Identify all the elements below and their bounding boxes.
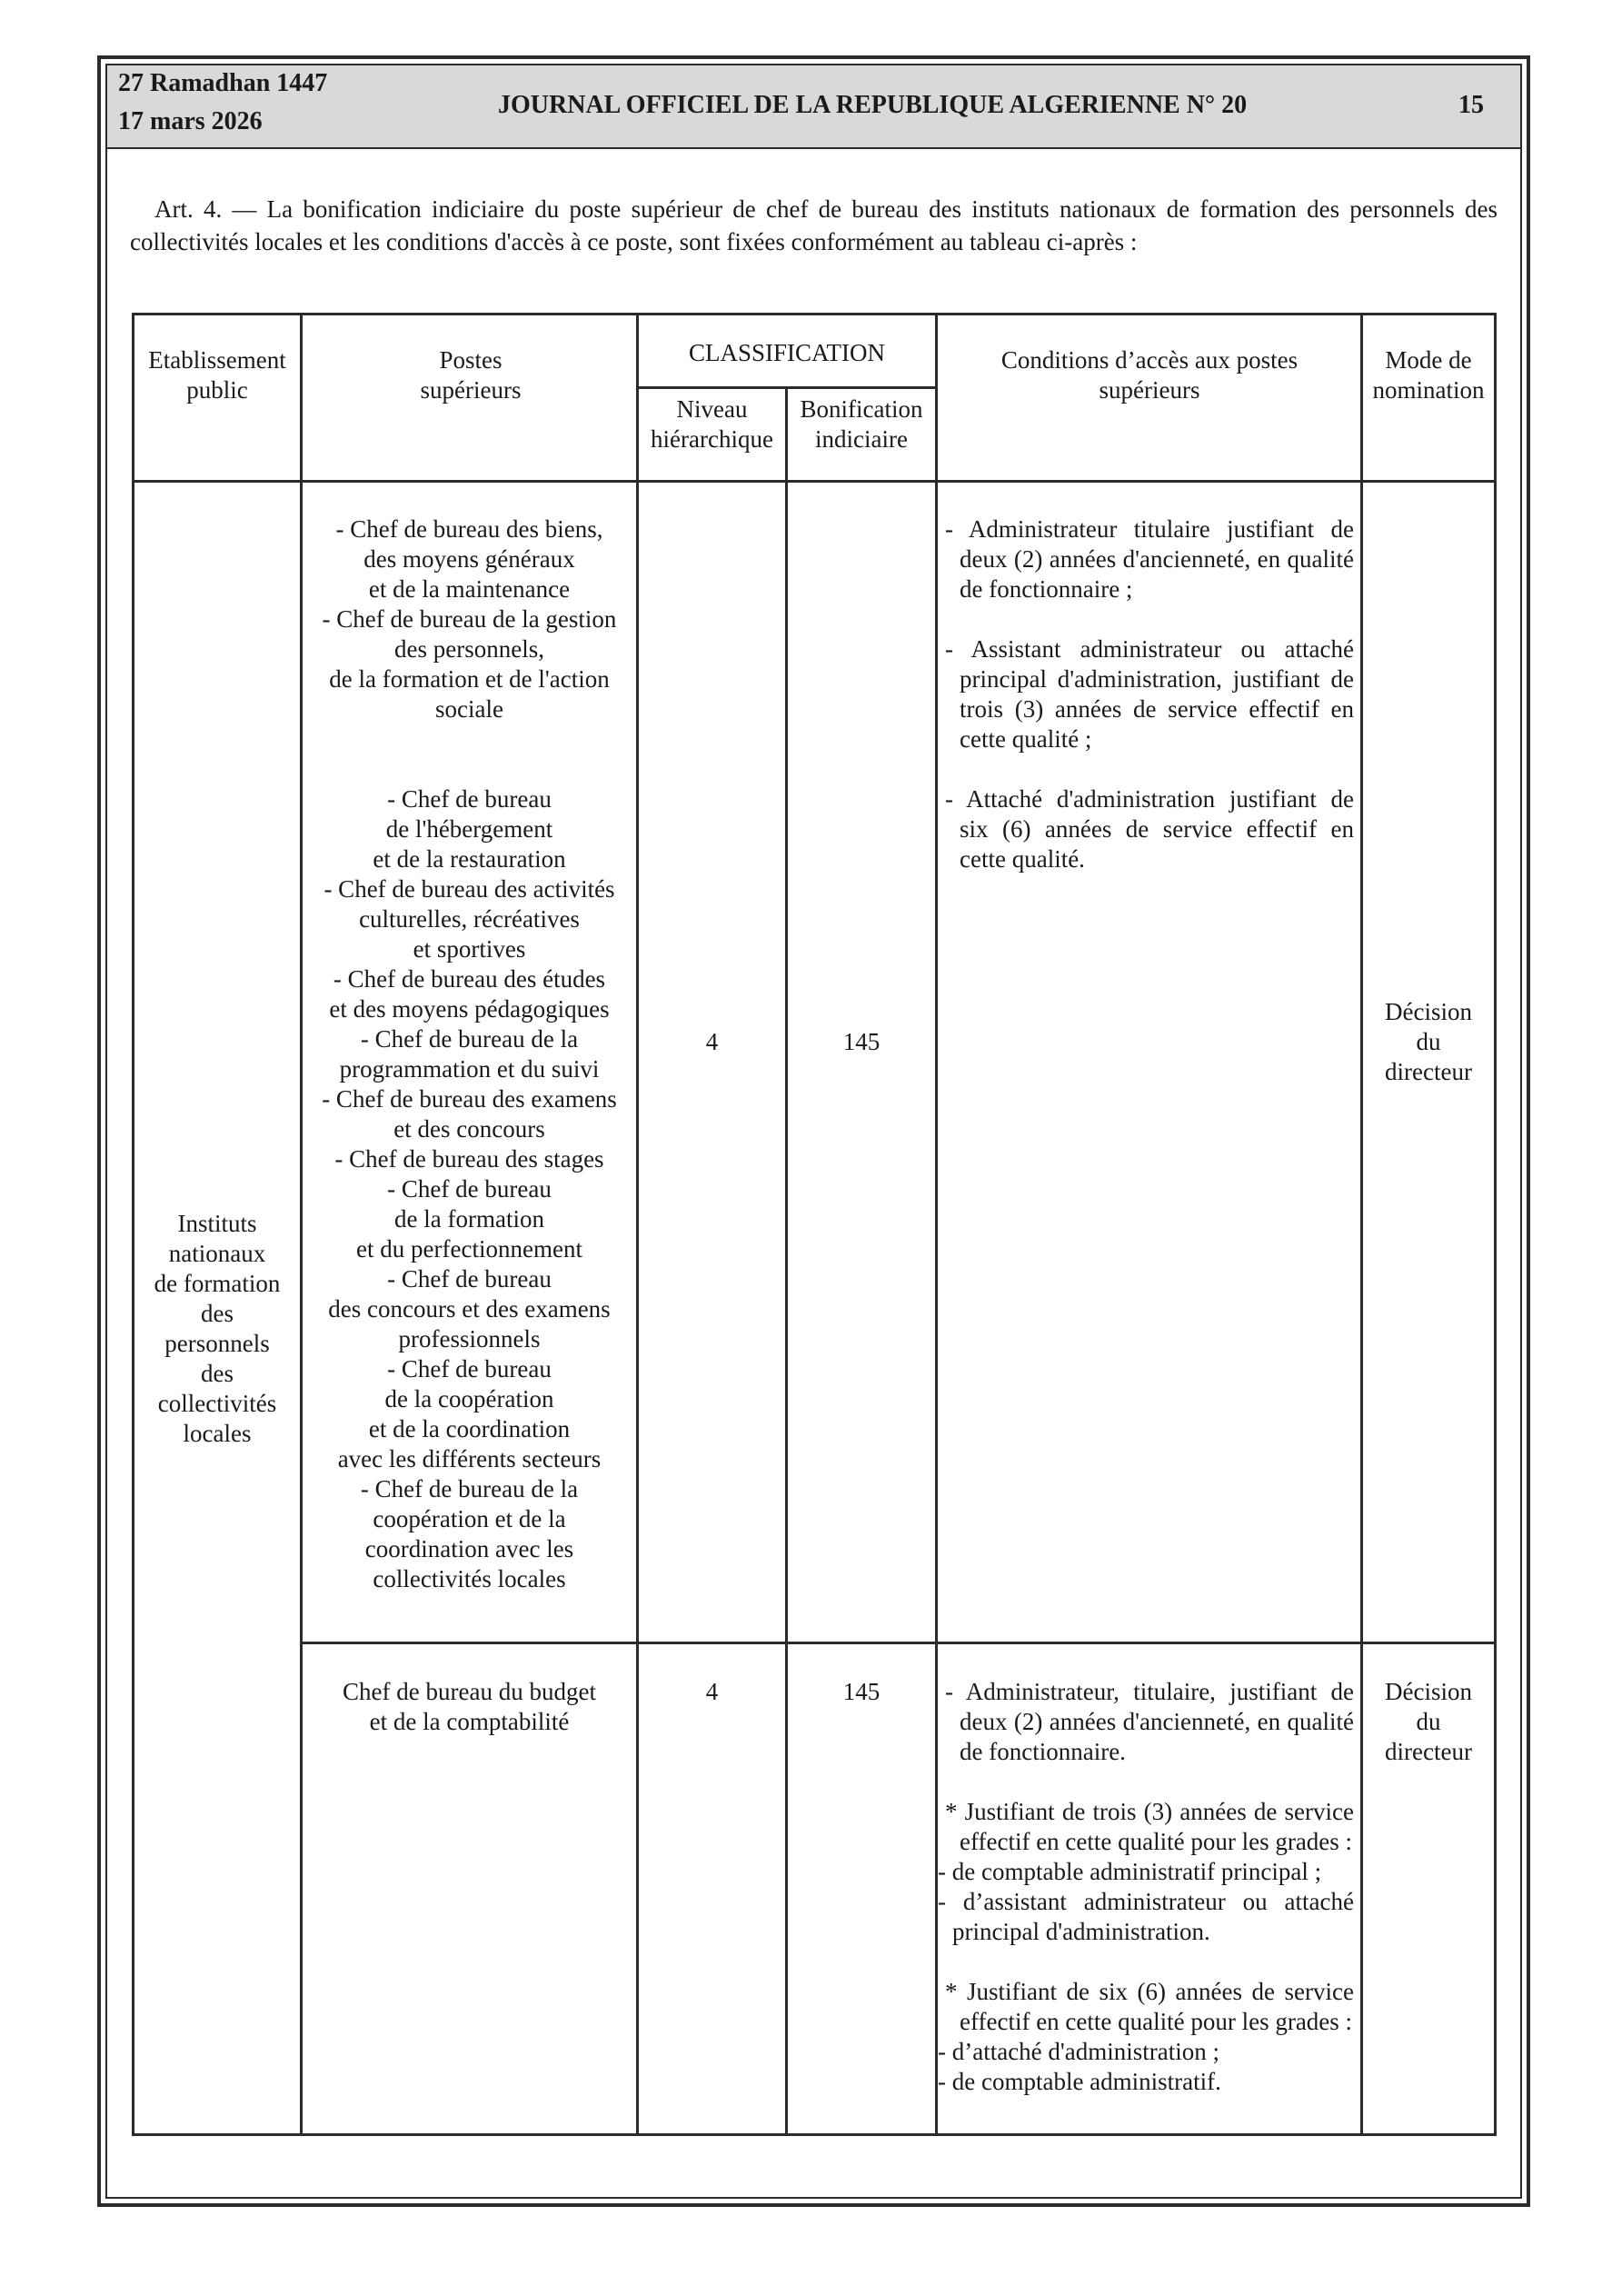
row2-group2-title: * Justifiant de six (6) années de service effectif en cette qualité pour les grades : bbox=[945, 1978, 1354, 2035]
row2-conditions-cell bbox=[938, 1677, 1354, 2097]
article-text: Art. 4. — La bonification indiciaire du poste supérieur de chef de bureau des instituts nationaux de formation des personnels des collectivités locales et les conditions d'accès à ce poste, sont fixées conformément au tableau ci-après : bbox=[130, 195, 1498, 255]
row2-postes-cell: Chef de bureau du budget et de la comptabilité bbox=[343, 1678, 596, 1735]
row2-condition-intro: - Administrateur, titulaire, justifiant de deux (2) années d'ancienneté, en qualité de fonctionnaire. bbox=[945, 1678, 1354, 1765]
gregorian-date: 17 mars 2026 bbox=[118, 107, 263, 135]
page-number: 15 bbox=[1458, 91, 1484, 119]
row1-condition: - Assistant administrateur ou attaché principal d'administration, justifiant de trois (3) années de service effectif en cette qualité ; bbox=[945, 635, 1354, 753]
row2-bonification: 145 bbox=[842, 1678, 881, 1705]
row2-group1-item: - de comptable administratif principal ; bbox=[938, 1858, 1322, 1885]
journal-header bbox=[107, 65, 1520, 149]
row2-group1-item: - d’assistant administrateur ou attaché principal d'administration. bbox=[938, 1888, 1354, 1945]
row1-niveau: 4 bbox=[705, 1028, 719, 1055]
table-border-bottom bbox=[132, 2133, 1497, 2136]
header-classification: CLASSIFICATION bbox=[688, 339, 886, 366]
row1-mode-cell: Décision du directeur bbox=[1385, 998, 1472, 1085]
row2-group2-item: - de comptable administratif. bbox=[938, 2068, 1221, 2095]
row1-condition: - Attaché d'administration justifiant de six (6) années de service effectif en cette qualité. bbox=[945, 785, 1354, 873]
header-niveau: Niveau hiérarchique bbox=[651, 395, 773, 453]
header-conditions: Conditions d’accès aux postes supérieurs bbox=[1000, 346, 1299, 404]
table-divider-niveau bbox=[785, 387, 788, 2136]
header-mode: Mode de nomination bbox=[1372, 346, 1485, 404]
row1-bonification: 145 bbox=[842, 1028, 881, 1055]
header-bonification: Bonification indiciaire bbox=[800, 395, 923, 453]
classification-subdivider bbox=[636, 386, 938, 389]
table-border-top bbox=[132, 313, 1497, 315]
row2-group2-item: - d’attaché d'administration ; bbox=[938, 2038, 1220, 2065]
hijri-date: 27 Ramadhan 1447 bbox=[118, 69, 328, 97]
row2-mode-cell: Décision du directeur bbox=[1385, 1678, 1472, 1765]
header-postes: Postes supérieurs bbox=[420, 346, 522, 404]
journal-title: JOURNAL OFFICIEL DE LA REPUBLIQUE ALGERIENNE N° 20 bbox=[498, 91, 1248, 119]
header-etablissement: Etablissement public bbox=[148, 346, 286, 404]
table-divider-conditions bbox=[1360, 313, 1363, 2136]
row2-group1-title: * Justifiant de trois (3) années de service effectif en cette qualité pour les grades : bbox=[945, 1798, 1354, 1855]
row2-niveau: 4 bbox=[705, 1678, 719, 1705]
row1-conditions-cell bbox=[945, 514, 1354, 874]
row-divider bbox=[300, 1642, 1497, 1644]
header-bottom-line bbox=[132, 480, 1497, 483]
table-divider-postes bbox=[636, 313, 639, 2136]
row1-condition: - Administrateur titulaire justifiant de deux (2) années d'ancienneté, en qualité de fonctionnaire ; bbox=[945, 515, 1354, 603]
table-border-right bbox=[1494, 313, 1497, 2136]
row1-postes-cell: - Chef de bureau des biens, des moyens généraux et de la maintenance - Chef de bureau de la gestion des personnels, de la formation et de l'action sociale - Chef de bureau de l'hébergement et de la restauration - Chef de bureau des activités culturelles, récréatives et sportives - Chef de bureau des études et des moyens pédagogiques - Chef de bureau de la programmation et du suivi - Chef de bureau des examens et des concours - Chef de bureau des stages - Chef de bureau de la formation et du perfectionnement - Chef de bureau des concours et des examens professionnels - Chef de bureau de la coopération et de la coordination avec les différents secteurs - Chef de bureau de la coopération et de la coordination avec les collectivités locales bbox=[322, 515, 617, 1592]
etablissement-cell: Instituts nationaux de formation des personnels des collectivités locales bbox=[154, 1210, 281, 1447]
